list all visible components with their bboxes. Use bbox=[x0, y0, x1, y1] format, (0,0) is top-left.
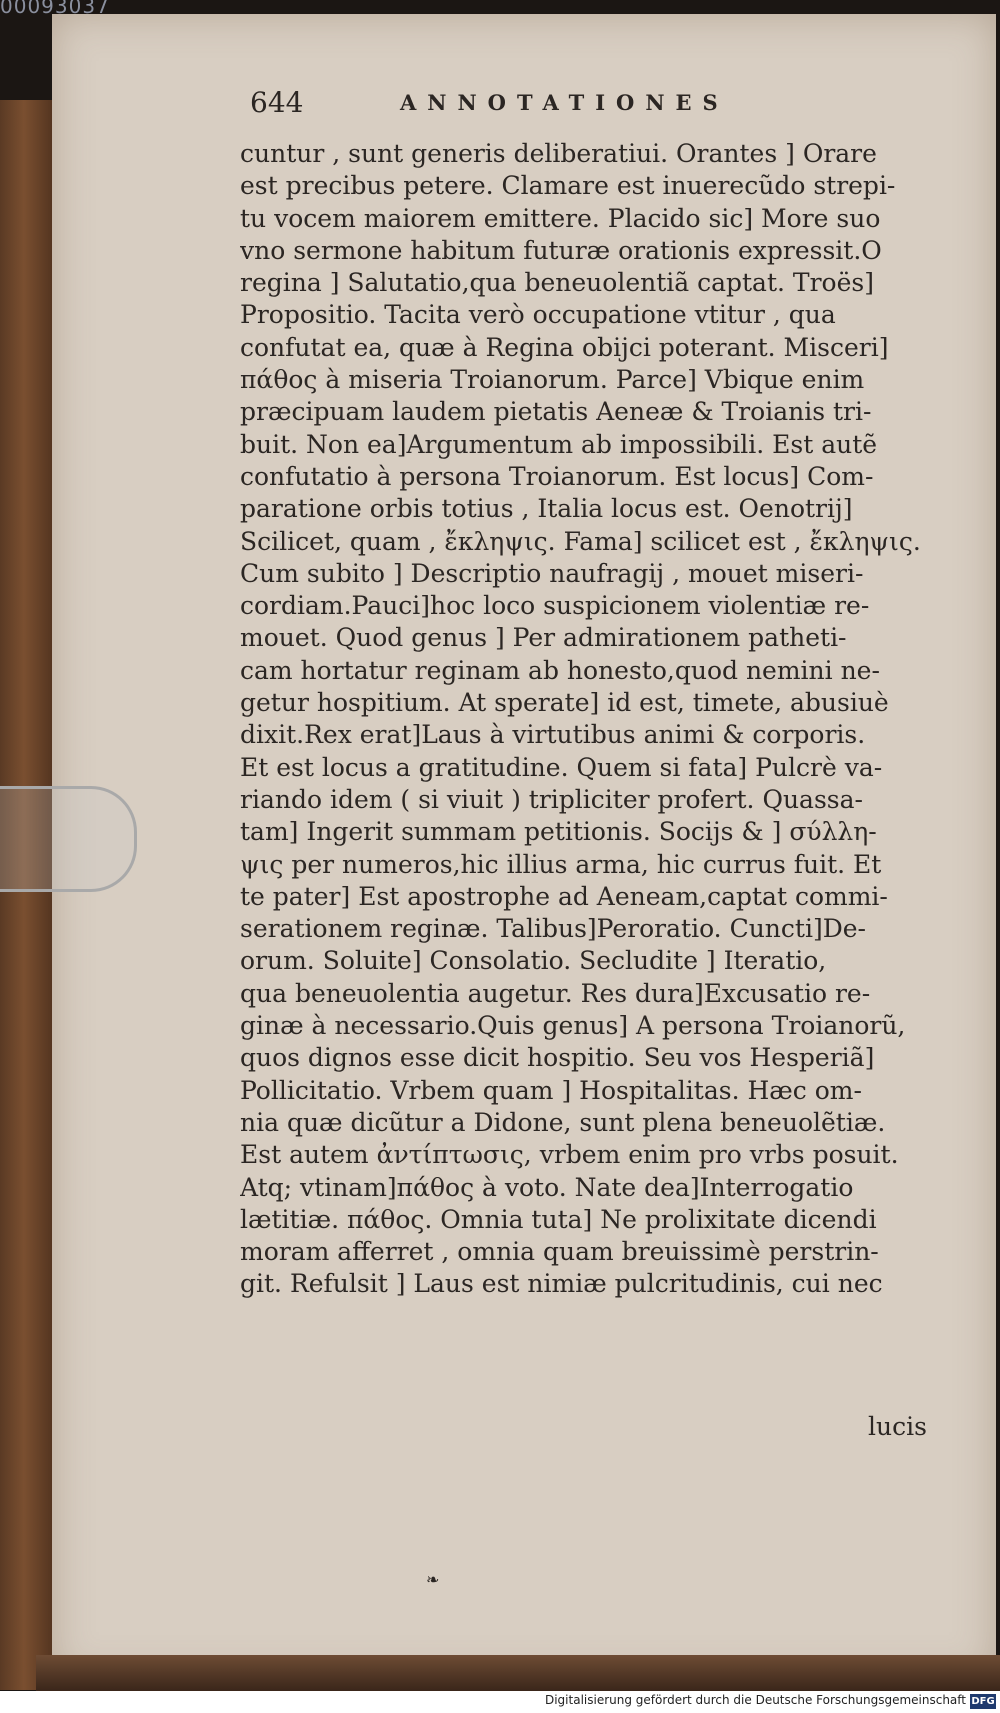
text-line: paratione orbis totius , Italia locus est. Oenotrij] bbox=[240, 494, 853, 524]
page-number: 644 bbox=[250, 86, 304, 119]
book-edge bbox=[0, 100, 60, 1690]
text-line: πάθος à miseria Troianorum. Parce] Vbique enim bbox=[240, 365, 865, 395]
text-line: orum. Soluite] Consolatio. Secludite ] Iteratio, bbox=[240, 946, 827, 976]
scan-label: 00093037 bbox=[0, 0, 110, 18]
text-line: getur hospitium. At sperate] id est, timete, abusiuè bbox=[240, 688, 889, 718]
body-text bbox=[240, 138, 940, 1301]
text-line: moram afferret , omnia quam breuissimè perstrin- bbox=[240, 1237, 879, 1267]
text-line: Atq; vtinam]πάθος à voto. Nate dea]Interrogatio bbox=[240, 1172, 854, 1202]
running-head bbox=[250, 86, 850, 126]
text-line: cam hortatur reginam ab honesto,quod nemini ne- bbox=[240, 655, 880, 685]
text-line: ginæ à necessario.Quis genus] A persona Troianorũ, bbox=[240, 1011, 906, 1041]
text-line: confutat ea, quæ à Regina obijci poterant. Misceri] bbox=[240, 332, 889, 362]
text-line: confutatio à persona Troianorum. Est locus] Com- bbox=[240, 461, 874, 491]
text-line: Pollicitatio. Vrbem quam ] Hospitalitas. Hæc om- bbox=[240, 1075, 862, 1105]
text-line: Cum subito ] Descriptio naufragij , mouet miseri- bbox=[240, 558, 864, 588]
text-line: riando idem ( si viuit ) tripliciter profert. Quassa- bbox=[240, 784, 863, 814]
text-line: præcipuam laudem pietatis Aeneæ & Troianis tri- bbox=[240, 397, 872, 427]
text-line: Propositio. Tacita verò occupatione vtitur , qua bbox=[240, 300, 836, 330]
text-line: est precibus petere. Clamare est inuerecũdo strepi- bbox=[240, 171, 896, 201]
text-line: tam] Ingerit summam petitionis. Socijs & ] σύλλη- bbox=[240, 817, 877, 847]
text-line: git. Refulsit ] Laus est nimiæ pulcritudinis, cui nec bbox=[240, 1269, 883, 1299]
text-line: te pater] Est apostrophe ad Aeneam,captat commi- bbox=[240, 881, 888, 911]
text-line: dixit.Rex erat]Laus à virtutibus animi & corporis. bbox=[240, 720, 866, 750]
text-line: serationem reginæ. Talibus]Peroratio. Cuncti]De- bbox=[240, 914, 866, 944]
text-line: Est autem ἀντίπτωσις, vrbem enim pro vrbs posuit. bbox=[240, 1140, 899, 1170]
dfg-logo: DFG bbox=[971, 1696, 995, 1707]
text-line: regina ] Salutatio,qua beneuolentiã captat. Troës] bbox=[240, 268, 874, 298]
text-line: cuntur , sunt generis deliberatiui. Orantes ] Orare bbox=[240, 139, 877, 168]
text-line: lætitiæ. πάθος. Omnia tuta] Ne prolixitate dicendi bbox=[240, 1204, 877, 1234]
text-line: ψις per numeros,hic illius arma, hic currus fuit. Et bbox=[240, 849, 882, 879]
footer-bar bbox=[0, 1691, 1000, 1713]
text-line: tu vocem maiorem emittere. Placido sic] More suo bbox=[240, 203, 881, 233]
text-line: mouet. Quod genus ] Per admirationem patheti- bbox=[240, 623, 847, 653]
text-line: cordiam.Pauci]hoc loco suspicionem violentiæ re- bbox=[240, 591, 870, 621]
text-line: buit. Non ea]Argumentum ab impossibili. Est autẽ bbox=[240, 429, 878, 459]
running-title: ANNOTATIONES bbox=[400, 90, 729, 115]
footer-credit: Digitalisierung gefördert durch die Deutsche Forschungsgemeinschaft bbox=[544, 1693, 966, 1707]
ornament: ❧ bbox=[426, 1570, 440, 1589]
text-line: Scilicet, quam , ἔκληψις. Fama] scilicet est , ἔκληψις. bbox=[240, 526, 921, 556]
catchword: lucis bbox=[868, 1412, 927, 1441]
text-line: qua beneuolentia augetur. Res dura]Excusatio re- bbox=[240, 978, 871, 1008]
page-clip bbox=[0, 786, 137, 892]
text-line: Et est locus a gratitudine. Quem si fata] Pulcrè va- bbox=[240, 752, 883, 782]
text-line: quos dignos esse dicit hospitio. Seu vos Hesperiã] bbox=[240, 1043, 875, 1073]
text-line: vno sermone habitum futuræ orationis expressit.O bbox=[240, 235, 882, 265]
text-line: nia quæ dicũtur a Didone, sunt plena beneuolẽtiæ. bbox=[240, 1107, 886, 1137]
page-bottom-edge bbox=[36, 1655, 1000, 1691]
